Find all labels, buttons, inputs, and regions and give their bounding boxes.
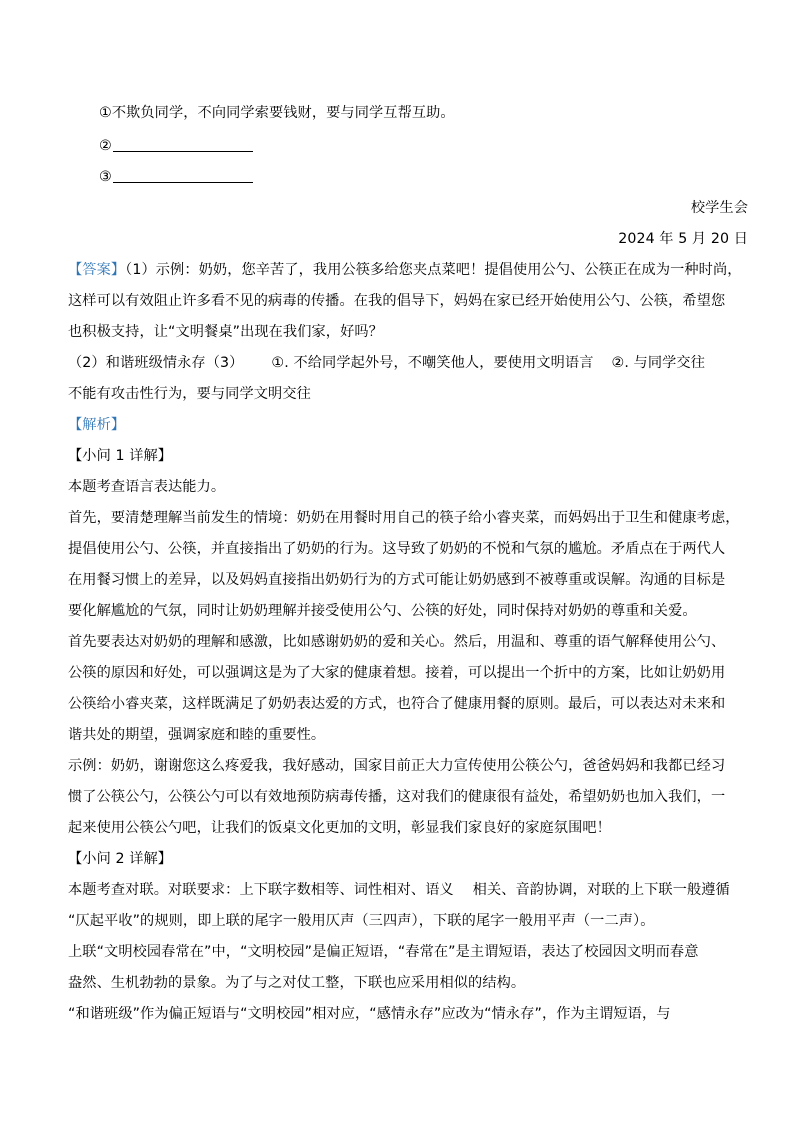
q1-line-12: 起来使用公筷公勺吧，让我们的饭桌文化更加的文明，彰显我们家良好的家庭氛围吧！ xyxy=(68,820,611,836)
q1-heading: 【小问 1 详解】 xyxy=(68,448,173,464)
q1-line-8: 公筷给小睿夹菜，这样既满足了奶奶表达爱的方式，也符合了健康用餐的原则。最后，可以表达对未来和 xyxy=(68,696,726,712)
q1-line-9: 谐共处的期望，强调家庭和睦的重要性。 xyxy=(68,727,326,743)
answer-part2-line xyxy=(68,354,728,372)
blank-line-3 xyxy=(113,168,253,183)
notice-date: 2024 年 5 月 20 日 xyxy=(618,231,748,247)
answer-part3-item-2-start: ②. 与同学交往 xyxy=(611,355,705,371)
q2-line-3: 上联“文明校园春常在”中，“文明校园”是偏正短语，“春常在”是主谓短语，表达了校园因文明而春意 xyxy=(68,944,699,960)
answer-part1-line-1: （1）示例：奶奶，您辛苦了，我用公筷多给您夹点菜吧！提倡使用公勺、公筷正在成为一种时尚， xyxy=(125,262,742,278)
answer-part1-line-2: 这样可以有效阻止许多看不见的病毒的传播。在我的倡导下，妈妈在家已经开始使用公勺、公筷，希望您 xyxy=(68,293,726,309)
notice-signature: 校学生会 xyxy=(690,200,748,216)
q2-line-2: “仄起平收”的规则，即上联的尾字一般用仄声（三四声），下联的尾字一般用平声（一二声）。 xyxy=(68,913,655,929)
answer-label: 【答案】 xyxy=(68,262,126,278)
answer-part3-item-2-end: 不能有攻击性行为，要与同学文明交往 xyxy=(68,386,311,402)
answer-part1-line-3: 也积极支持，让“文明餐桌”出现在我们家，好吗？ xyxy=(68,324,383,340)
notice-item-3 xyxy=(99,168,759,186)
q1-line-2: 首先，要清楚理解当前发生的情境：奶奶在用餐时用自己的筷子给小睿夹菜，而妈妈出于卫生和健康考虑， xyxy=(68,510,740,526)
q2-line-5: “和谐班级”作为偏正短语与“文明校园”相对应，“感情永存”应改为“情永存”，作为主谓短语，与 xyxy=(68,1006,671,1022)
q1-line-7: 公筷的原因和好处，可以强调这是为了大家的健康着想。接着，可以提出一个折中的方案，比如让奶奶用 xyxy=(68,665,726,681)
q2-line-4: 盎然、生机勃勃的景象。为了与之对仗工整，下联也应采用相似的结构。 xyxy=(68,975,526,991)
q2-heading: 【小问 2 详解】 xyxy=(68,851,173,867)
notice-item-2-number: ② xyxy=(99,138,112,154)
q1-line-1: 本题考查语言表达能力。 xyxy=(68,479,226,495)
answer-part3-item-1: ①. 不给同学起外号，不嘲笑他人，要使用文明语言 xyxy=(271,355,594,371)
q1-line-4: 在用餐习惯上的差异，以及妈妈直接指出奶奶行为的方式可能让奶奶感到不被尊重或误解。沟通的目标是 xyxy=(68,572,726,588)
q1-line-11: 惯了公筷公勺，公筷公勺可以有效地预防病毒传播，这对我们的健康很有益处，希望奶奶也加入我们，一 xyxy=(68,789,726,805)
q1-line-10: 示例：奶奶，谢谢您这么疼爱我，我好感动，国家目前正大力宣传使用公筷公勺，爸爸妈妈和我都已经习 xyxy=(68,758,726,774)
q1-line-6: 首先要表达对奶奶的理解和感激，比如感谢奶奶的爱和关心。然后，用温和、尊重的语气解释使用公勺、 xyxy=(68,634,726,650)
q1-line-5: 要化解尴尬的气氛，同时让奶奶理解并接受使用公勺、公筷的好处，同时保持对奶奶的尊重和关爱。 xyxy=(68,603,697,619)
notice-item-2 xyxy=(99,137,759,155)
q2-line-1: 本题考查对联。对联要求：上下联字数相等、词性相对、语义 相关、音韵协调，对联的上下联一般遵循 xyxy=(68,882,730,898)
answer-line-1 xyxy=(68,261,742,279)
answer-part2: （2）和谐班级情永存（3） xyxy=(68,355,244,371)
q1-line-3: 提倡使用公勺、公筷，并直接指出了奶奶的行为。这导致了奶奶的不悦和气氛的尴尬。矛盾点在于两代人 xyxy=(68,541,726,557)
blank-line-2 xyxy=(113,137,253,152)
notice-item-1: ①不欺负同学，不向同学索要钱财，要与同学互帮互助。 xyxy=(99,105,455,121)
notice-item-3-number: ③ xyxy=(99,169,112,185)
analysis-label: 【解析】 xyxy=(68,417,126,433)
